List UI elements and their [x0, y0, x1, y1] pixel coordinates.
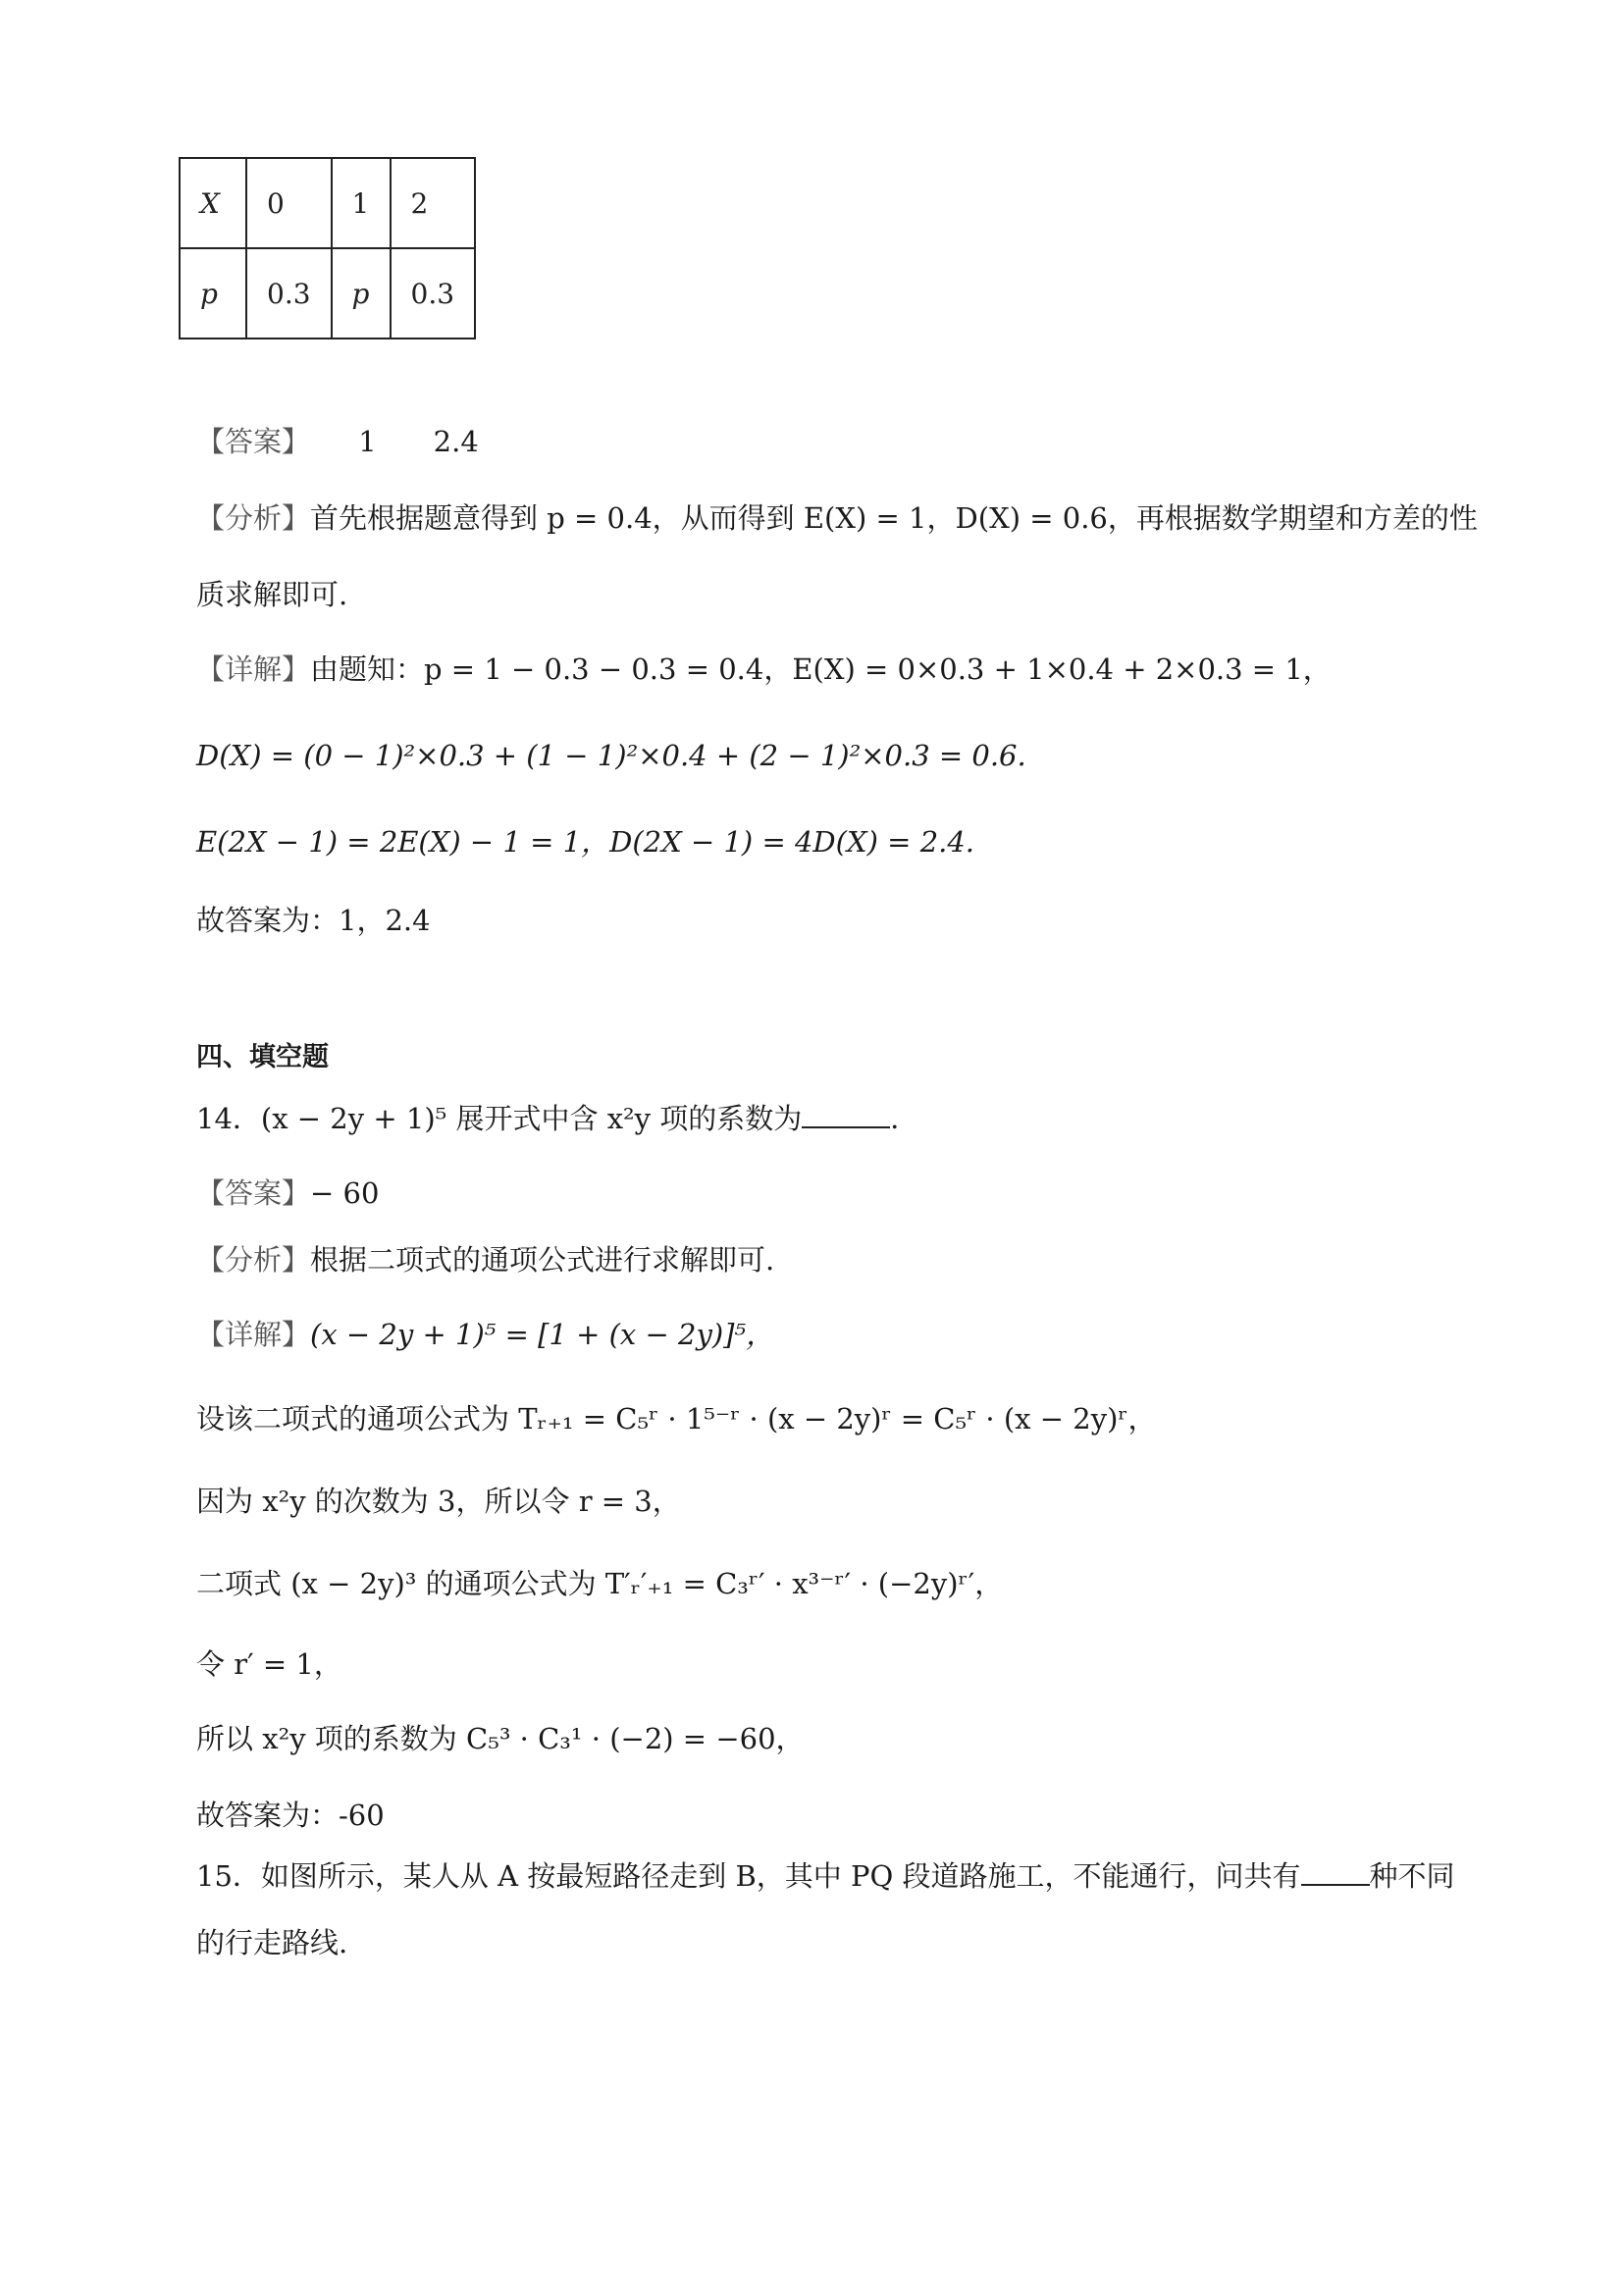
detail-tag: 【详解】 [196, 1318, 311, 1351]
detail-text: 由题知：p = 1 − 0.3 − 0.3 = 0.4，E(X) = 0×0.3 + 1×0.4 + 2×0.3 = 1， [310, 652, 1332, 686]
table-cell: 0 [246, 158, 332, 248]
table-cell: 1 [332, 158, 391, 248]
conclusion-line: 故答案为：1，2.4 [196, 904, 431, 937]
analysis-text: 首先根据题意得到 p = 0.4，从而得到 E(X) = 1，D(X) = 0.6，再根据数学期望和方差的性 [310, 501, 1478, 535]
section-title: 四、填空题 [196, 1042, 329, 1072]
solution-line: 因为 x²y 的次数为 3，所以令 r = 3， [196, 1485, 681, 1518]
solution-line: 所以 x²y 项的系数为 C₅³ · C₃¹ · (−2) = −60， [196, 1722, 805, 1755]
question-15-text-end: 种不同 [1369, 1859, 1455, 1893]
table-row [180, 158, 475, 248]
analysis-line [196, 1240, 774, 1279]
table-cell: 2 [391, 158, 476, 248]
detail-text: (x − 2y + 1)⁵ = [1 + (x − 2y)]⁵， [310, 1318, 775, 1351]
question-15-text: 15．如图所示，某人从 A 按最短路径走到 B，其中 PQ 段道路施工，不能通行，问共有 [196, 1859, 1301, 1893]
answer-text: − 60 [310, 1176, 380, 1210]
answer-line [196, 1174, 379, 1213]
table-cell: 0.3 [391, 248, 476, 339]
detail-line [196, 1315, 774, 1354]
question-15 [196, 1856, 1455, 1896]
question-15-continuation: 的行走路线. [196, 1926, 348, 1959]
expectation-line: E(2X − 1) = 2E(X) − 1 = 1，D(2X − 1) = 4D(X) = 2.4. [196, 825, 975, 859]
detail-line [196, 650, 1332, 689]
conclusion-line: 故答案为：-60 [196, 1799, 385, 1832]
table-cell: p [180, 248, 246, 339]
solution-line: 设该二项式的通项公式为 Tᵣ₊₁ = C₅ʳ · 1⁵⁻ʳ · (x − 2y)ʳ = C₅ʳ · (x − 2y)ʳ， [196, 1402, 1157, 1435]
analysis-tag: 【分析】 [196, 501, 311, 535]
question-14-end: ． [890, 1102, 919, 1135]
answer-line [196, 422, 479, 461]
solution-line: 二项式 (x − 2y)³ 的通项公式为 T′ᵣ′₊₁ = C₃ʳ′ · x³⁻ʳ′ · (−2y)ʳ′， [196, 1567, 1004, 1600]
detail-tag: 【详解】 [196, 652, 311, 686]
table-row [180, 248, 475, 339]
analysis-line [196, 498, 1478, 538]
table-cell: 0.3 [246, 248, 332, 339]
analysis-continuation: 质求解即可. [196, 578, 348, 611]
analysis-tag: 【分析】 [196, 1243, 311, 1277]
question-14 [196, 1099, 918, 1138]
table-cell: p [332, 248, 391, 339]
table-cell: X [180, 158, 246, 248]
question-14-text: 14．(x − 2y + 1)⁵ 展开式中含 x²y 项的系数为 [196, 1102, 803, 1135]
variance-line: D(X) = (0 − 1)²×0.3 + (1 − 1)²×0.4 + (2 − 1)²×0.3 = 0.6. [196, 739, 1026, 772]
analysis-text: 根据二项式的通项公式进行求解即可. [310, 1243, 775, 1277]
answer-tag: 【答案】 [196, 425, 311, 458]
answer-text: 1 2.4 [358, 425, 479, 458]
answer-blank [1301, 1856, 1370, 1886]
answer-tag: 【答案】 [196, 1176, 311, 1210]
solution-line: 令 r′ = 1， [196, 1647, 342, 1681]
distribution-table [179, 157, 476, 339]
answer-blank [802, 1099, 890, 1128]
